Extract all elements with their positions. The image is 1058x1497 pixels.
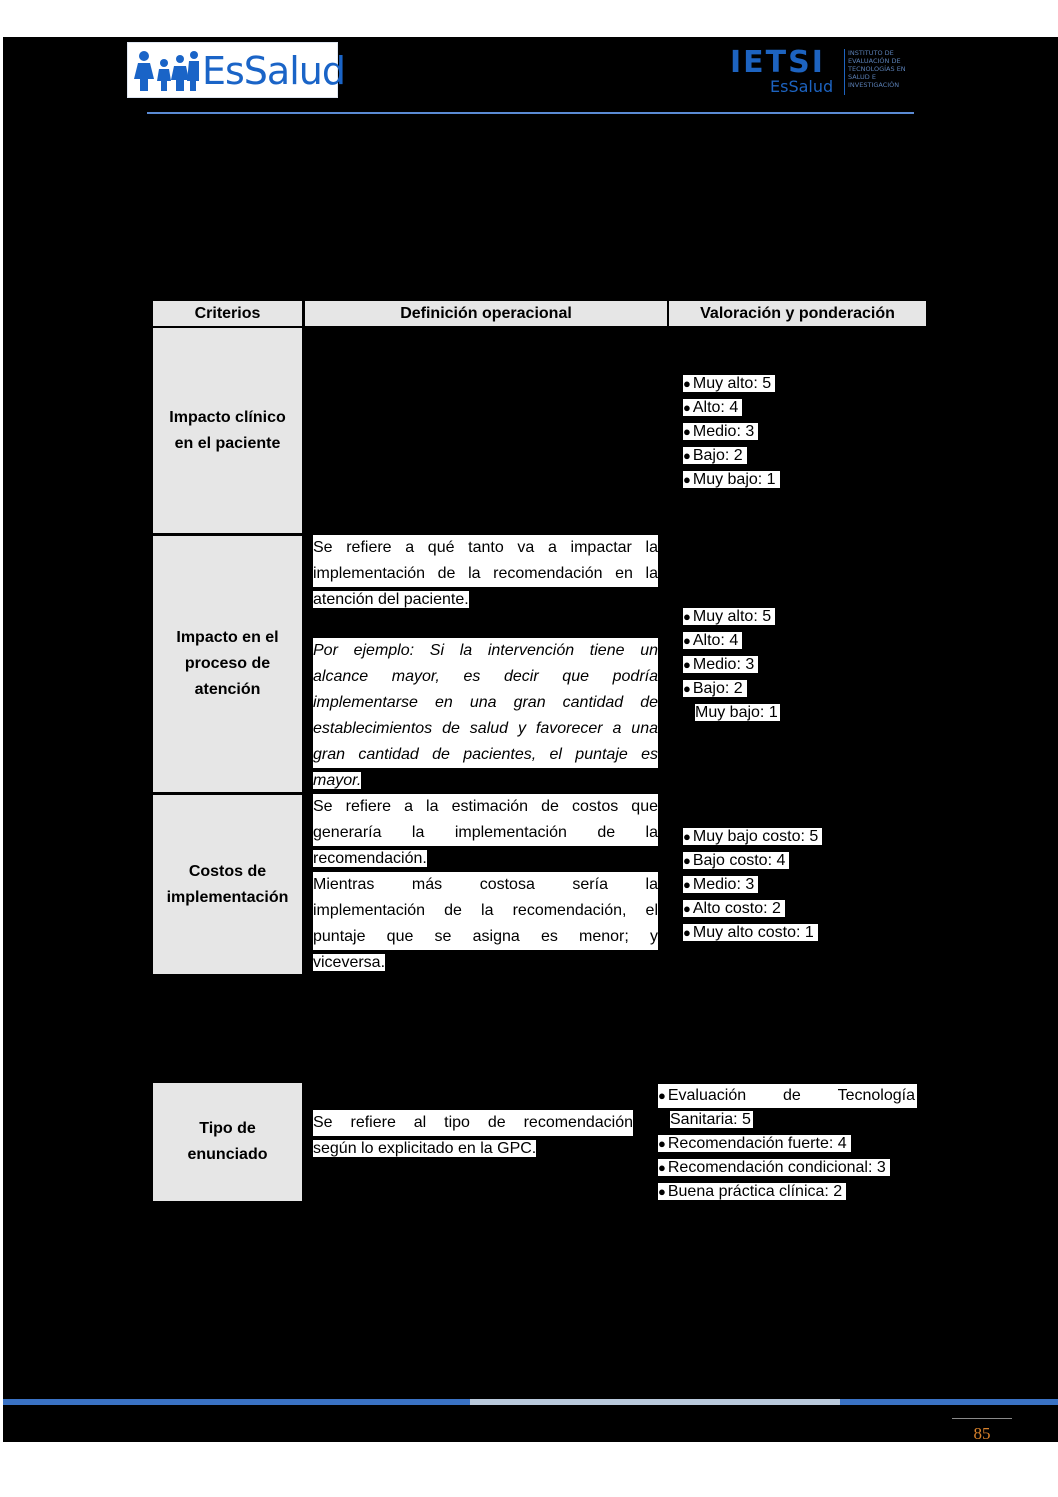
ietsi-institute-name: INSTITUTO DE EVALUACIÓN DE TECNOLOGÍAS EN SALUD E INVESTIGACIÓN	[848, 49, 906, 89]
ietsi-logo-main: IETSI	[730, 45, 825, 80]
header-definicion: Definición operacional	[305, 301, 667, 326]
essalud-logo-text: EsSalud	[202, 49, 345, 93]
footer-bar-accent	[470, 1399, 840, 1405]
list-item: ● Muy alto costo: 1	[683, 921, 822, 945]
ietsi-logo	[726, 45, 916, 100]
values-list	[683, 825, 822, 945]
definition-line: puntaje que se asigna es menor; y	[313, 924, 658, 950]
list-item: ● Alto: 4	[683, 629, 780, 653]
list-item: ● Alto costo: 2	[683, 897, 822, 921]
definition-line: Mientras más costosa sería la	[313, 872, 658, 898]
definition-line: implementación de la recomendación, el	[313, 898, 658, 924]
page-number: 85	[973, 1424, 991, 1443]
list-item: ● Alto: 4	[683, 396, 780, 420]
page-number-rule	[952, 1418, 1012, 1419]
criterion-label: Costos de implementación	[166, 862, 289, 906]
example-line: alcance mayor, es decir que podría	[313, 664, 658, 690]
header-rule	[147, 112, 914, 114]
criterion-cell	[153, 795, 302, 974]
list-item: ● Bajo: 2	[683, 677, 780, 701]
list-item: ● Muy alto: 5	[683, 372, 780, 396]
values-list	[683, 372, 780, 492]
definition-line: Se refiere a qué tanto va a impactar la	[313, 535, 658, 561]
list-item: ● Buena práctica clínica: 2	[658, 1180, 917, 1204]
definition-text	[313, 1110, 633, 1162]
list-item: ● Muy alto: 5	[683, 605, 780, 629]
definition-line: viceversa.	[313, 954, 386, 971]
header-valoracion: Valoración y ponderación	[669, 301, 926, 326]
list-item: ● Medio: 3	[683, 653, 780, 677]
header-criterios: Criterios	[153, 301, 302, 326]
definition-line: atención del paciente.	[313, 591, 469, 608]
definition-line: según lo explicitado en la GPC.	[313, 1140, 537, 1157]
list-item: ● Recomendación fuerte: 4	[658, 1132, 917, 1156]
criterion-label: Impacto clínico en el paciente	[169, 408, 286, 452]
list-item: Sanitaria: 5	[670, 1111, 751, 1128]
definition-text	[313, 535, 658, 613]
criterion-label: Impacto en el proceso de atención	[176, 629, 279, 698]
list-item: ● Evaluación de Tecnología	[658, 1084, 917, 1108]
criterion-label: Tipo de enunciado	[187, 1120, 268, 1163]
criterion-cell	[153, 328, 302, 533]
list-item: Muy bajo: 1	[695, 704, 778, 721]
example-line: implementarse en una gran cantidad de	[313, 690, 658, 716]
list-item: ● Muy bajo: 1	[683, 468, 780, 492]
definition-text	[313, 794, 658, 976]
definition-line: Se refiere al tipo de recomendación	[313, 1110, 633, 1136]
criterion-cell	[153, 1083, 302, 1201]
list-item: ● Medio: 3	[683, 420, 780, 444]
example-line: establecimientos de salud y favorecer a una	[313, 716, 658, 742]
values-list	[658, 1084, 917, 1204]
definition-line: recomendación.	[313, 850, 427, 867]
list-item: ● Medio: 3	[683, 873, 822, 897]
ietsi-logo-sub: EsSalud	[770, 77, 834, 96]
list-item: ● Recomendación condicional: 3	[658, 1156, 917, 1180]
example-line: Por ejemplo: Si la intervención tiene un	[313, 638, 658, 664]
definition-line: implementación de la recomendación en la	[313, 561, 658, 587]
definition-line: generaría la implementación de la	[313, 820, 658, 846]
essalud-logo	[127, 42, 345, 98]
definition-line: Se refiere a la estimación de costos que	[313, 794, 658, 820]
logo-separator	[844, 49, 845, 95]
values-list	[683, 605, 780, 725]
example-text	[313, 638, 658, 794]
list-item: ● Bajo costo: 4	[683, 849, 822, 873]
list-item: ● Bajo: 2	[683, 444, 780, 468]
family-figures-icon	[134, 49, 200, 93]
example-line: mayor.	[313, 772, 362, 789]
example-line: gran cantidad de pacientes, el puntaje es	[313, 742, 658, 768]
criterion-cell	[153, 536, 302, 792]
list-item: ● Muy bajo costo: 5	[683, 825, 822, 849]
